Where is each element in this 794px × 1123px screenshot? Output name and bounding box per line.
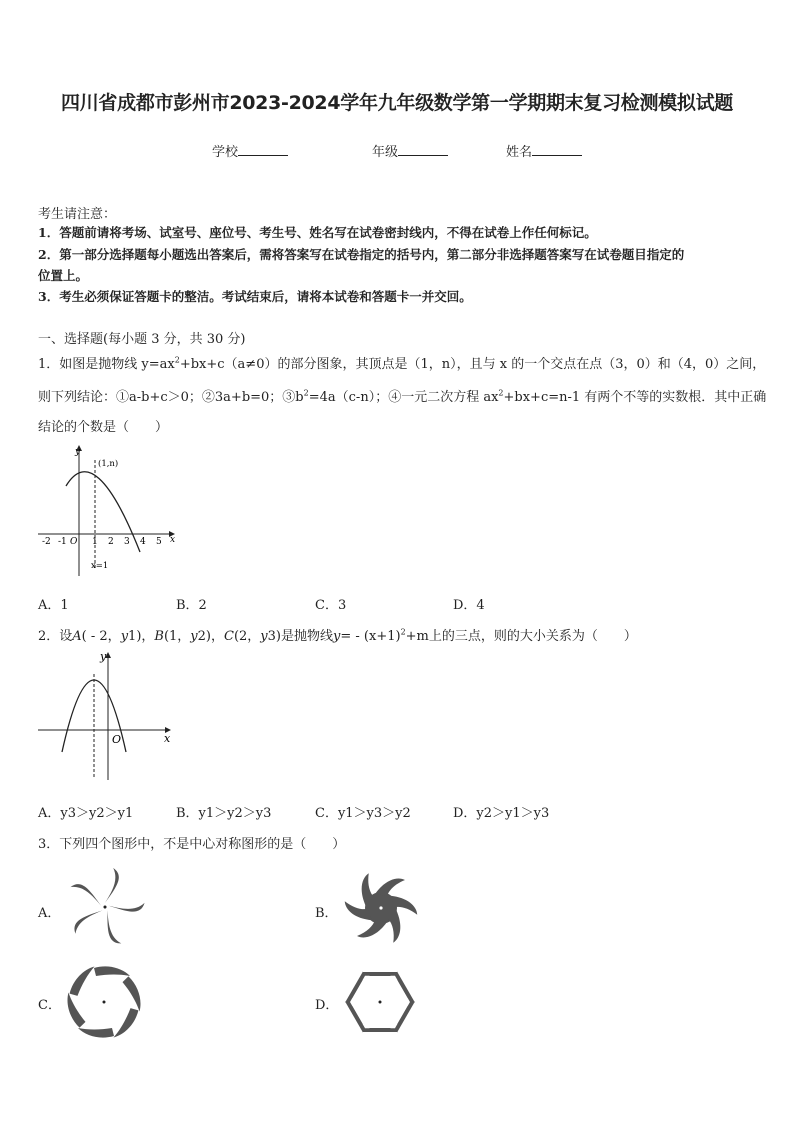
- section-heading: 一、选择题(每小题 3 分，共 30 分): [38, 332, 246, 347]
- q3-text: 3．下列四个图形中，不是中心对称图形的是（ ）: [38, 837, 346, 852]
- y-label: y: [75, 447, 81, 457]
- x-label: x: [164, 732, 171, 745]
- q1-option-b[interactable]: B．2: [176, 598, 207, 613]
- q1-option-a[interactable]: A．1: [38, 598, 69, 613]
- notice-item-1: 1．答题前请将考场、试室号、座位号、考生号、姓名写在试卷密封线内，不得在试卷上作任何标记。: [38, 225, 597, 240]
- q3-figure-c-ring: [64, 962, 144, 1042]
- tick-label: 4: [140, 537, 146, 547]
- tick-label: -2: [42, 537, 51, 547]
- q2-parabola-graph: [36, 650, 176, 785]
- q3-option-b[interactable]: B．: [315, 906, 338, 921]
- q3-figure-a-pinwheel: [64, 866, 146, 948]
- q1-option-d[interactable]: D．4: [453, 598, 485, 613]
- q2-text: 2．设A( - 2，y1)，B(1，y2)，C(2，y3)是抛物线$y= - (x+1)^2+m$上的三点，则的大小关系为（ ）: [38, 627, 637, 644]
- q3-option-d[interactable]: D．: [315, 998, 339, 1013]
- q1-line-1: 1．如图是抛物线 $y=ax^2+bx+c(a\ne 0)$的部分图象，其顶点是（1，n），且与 x 的一个交点在点（3，0）和（4，0）之间，: [38, 355, 766, 372]
- q3-figure-b-sawblade: [340, 872, 422, 944]
- q2-option-b[interactable]: B．y1＞y2＞y3: [176, 806, 272, 821]
- q1-line-2: 则下列结论：①a-b+c＞0；②3a+b=0；$③b^2=4a(c-n)$；④一元二次方程 $ax^2+bx+c=n-1$ 有两个不等的实数根．其中正确: [38, 388, 767, 405]
- q2-option-a[interactable]: A．y3＞y2＞y1: [38, 806, 134, 821]
- q2-option-c[interactable]: C．y1＞y3＞y2: [315, 806, 411, 821]
- q3-option-a[interactable]: A．: [38, 906, 61, 921]
- notice-heading: 考生请注意：: [38, 207, 117, 222]
- q1-parabola-graph: [36, 442, 186, 582]
- q1-option-c[interactable]: C．3: [315, 598, 347, 613]
- tick-label: 5: [156, 537, 162, 547]
- tick-label: 1: [92, 537, 98, 547]
- grade-field: 年级: [372, 141, 448, 160]
- notice-item-3: 3．考生必须保证答题卡的整洁。考试结束后，请将本试卷和答题卡一并交回。: [38, 289, 472, 304]
- notice-item-2: 2．第一部分选择题每小题选出答案后，需将答案写在试卷指定的括号内，第二部分非选择题答案写在试卷题目指定的: [38, 247, 685, 262]
- page-title: 四川省成都市彭州市2023-2024学年九年级数学第一学期期末复习检测模拟试题: [61, 92, 733, 114]
- tick-label: -1: [58, 537, 67, 547]
- vertex-label: (1,n): [98, 459, 119, 469]
- tick-label: 3: [124, 537, 130, 547]
- notice-item-2-cont: 位置上。: [38, 268, 89, 283]
- q2-option-d[interactable]: D．y2＞y1＞y3: [453, 806, 550, 821]
- tick-label: 2: [108, 537, 114, 547]
- name-field: 姓名: [506, 141, 582, 160]
- y-label: y: [100, 650, 107, 663]
- school-field: 学校: [212, 141, 288, 160]
- tick-label: O: [70, 537, 78, 547]
- origin-label: O: [112, 733, 122, 746]
- q3-option-c[interactable]: C．: [38, 998, 61, 1013]
- axis-label: x=1: [91, 561, 109, 571]
- q1-line-3: 结论的个数是（ ）: [38, 420, 169, 435]
- q3-figure-d-hexagon: [340, 966, 420, 1038]
- x-label: x: [170, 535, 176, 545]
